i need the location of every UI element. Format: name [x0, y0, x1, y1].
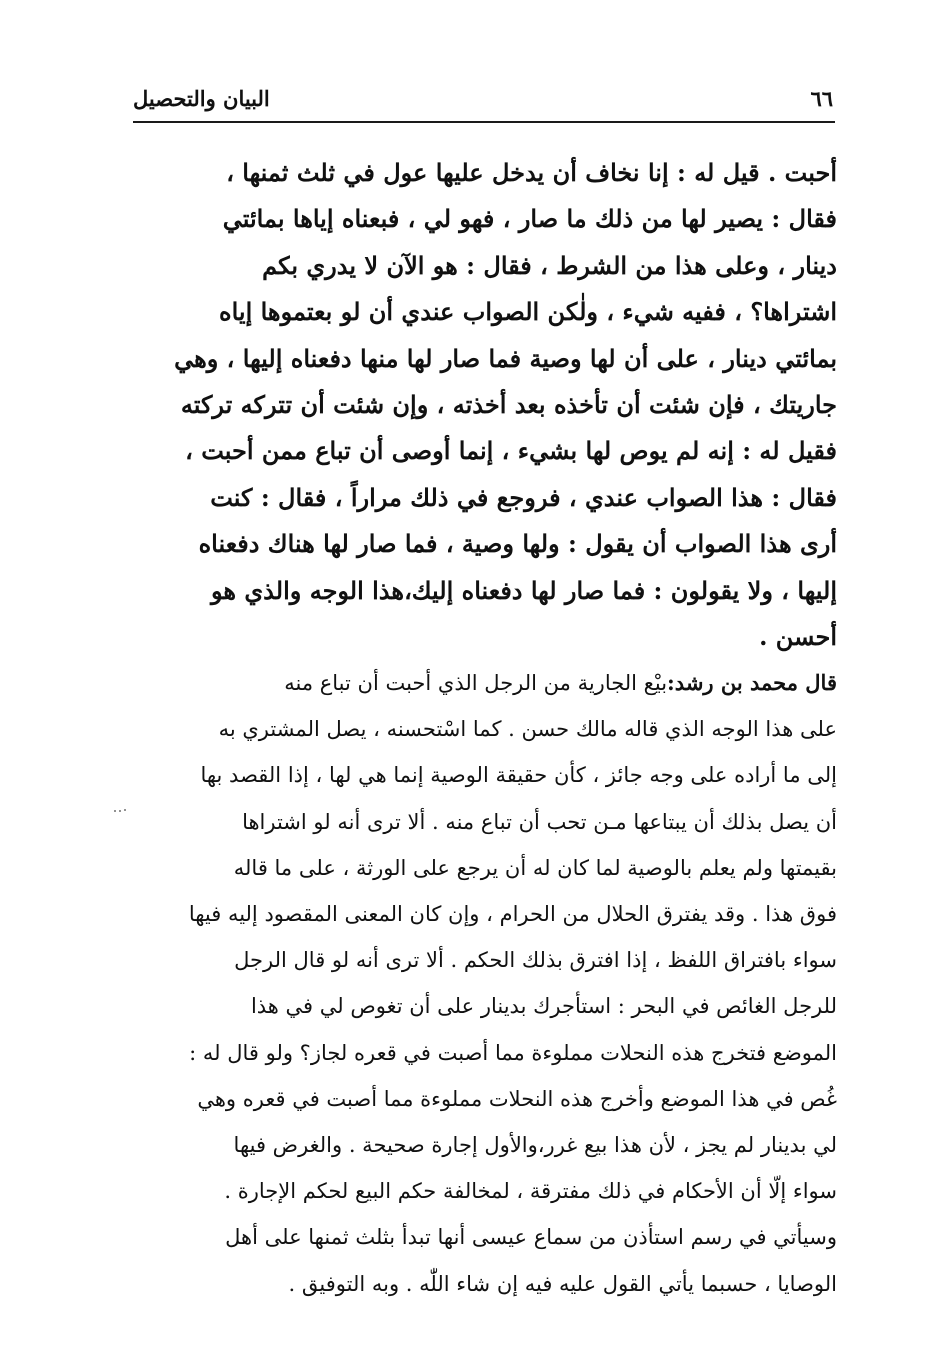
text-line: أرى هذا الصواب أن يقول : ولها وصية ، فما صار لها هناك دفعناه: [198, 529, 837, 559]
text-line: اشتراها؟ ، ففيه شيء ، ولٰكن الصواب عندي أن لو بعتموها إياه: [219, 297, 837, 327]
text-line: وسيأتي في رسم استأذن من سماع عيسى أنها تبدأ بثلث ثمنها على أهل: [225, 1225, 837, 1250]
text-line: إلى ما أراده على وجه جائز ، كأن حقيقة الوصية إنما هي لها ، إذا القصد بها: [200, 763, 837, 788]
text-line: فوق هذا . وقد يفترق الحلال من الحرام ، وإن كان المعنى المقصود إليه فيها: [188, 902, 837, 927]
text-line: فقال : هذا الصواب عندي ، فروجع في ذلك مراراً ، فقال : كنت: [210, 482, 837, 512]
book-title: البيان والتحصيل: [133, 86, 270, 111]
text-line: للرجل الغائص في البحر : استأجرك بدينار على أن تغوص لي في هذا: [250, 994, 837, 1019]
text-line: الوصايا ، حسبما يأتي القول عليه فيه إن شاء اللّٰه . وبه التوفيق .: [288, 1271, 837, 1296]
text-line: لي بدينار لم يجز ، لأن هذا بيع غرر،والأول إجارة صحيحة . والغرض فيها: [233, 1133, 837, 1158]
text-section-2: [133, 660, 837, 1307]
commentary-first-line: [133, 660, 837, 706]
text-section-1: [133, 150, 837, 660]
text-line: سواء بافتراق اللفظ ، إذا افترق بذلك الحكم . ألا ترى أنه لو قال الرجل: [234, 948, 837, 973]
header-divider: [133, 121, 835, 123]
page-number: ٦٦: [810, 86, 833, 111]
text-line: على هذا الوجه الذي قاله مالك حسن . كما اسْتحسنه ، يصل المشتري به: [218, 717, 837, 742]
text-line: دينار ، وعلى هذا من الشرط ، فقال : هو الآن لا يدري بكم: [262, 250, 837, 280]
text-line: فقال : يصير لها من ذلك ما صار ، فهو لي ، فبعناه إياها بمائتي: [222, 204, 837, 234]
text-line: بقيمتها ولم يعلم بالوصية لما كان له أن يرجع على الورثة ، على ما قاله: [233, 855, 837, 880]
commentary-author-lead: قال محمد بن رشد:: [667, 670, 837, 695]
text-line: جاريتك ، فإن شئت أن تأخذه بعد أخذته ، وإن شئت أن تتركه تركته: [180, 390, 837, 420]
text-line: أحسن .: [759, 622, 837, 652]
text-line: أحبت . قيل له : إنا نخاف أن يدخل عليها عول في ثلث ثمنها ،: [226, 158, 837, 187]
margin-scan-mark: [112, 806, 130, 814]
running-header: [133, 86, 833, 118]
text-line: غُص في هذا الموضع وأخرج هذه النحلات مملوءة مما أصبت في قعره وهي: [197, 1086, 837, 1111]
text-line: سواء إلّا أن الأحكام في ذلك مفترقة ، لمخالفة حكم البيع لحكم الإجارة .: [224, 1179, 837, 1204]
text-line: فقيل له : إنه لم يوص لها بشيء ، إنما أوصى أن تباع ممن أحبت ،: [185, 436, 837, 466]
commentary-first-line-text: بيْع الجارية من الرجل الذي أحبت أن تباع منه: [284, 671, 668, 695]
text-line: إليها ، ولا يقولون : فما صار لها دفعناه إليك،هذا الوجه والذي هو: [210, 575, 837, 605]
text-line: بمائتي دينار ، على أن لها وصية فما صار لها منها دفعناه إليها ، وهي: [174, 343, 837, 373]
text-line: أن يصل بذلك أن يبتاعها مـن تحب أن تباع منه . ألا ترى أنه لو اشتراها: [242, 809, 837, 834]
text-line: الموضع فتخرج هذه النحلات مملوءة مما أصبت في قعره لجاز؟ ولو قال له :: [189, 1040, 837, 1065]
